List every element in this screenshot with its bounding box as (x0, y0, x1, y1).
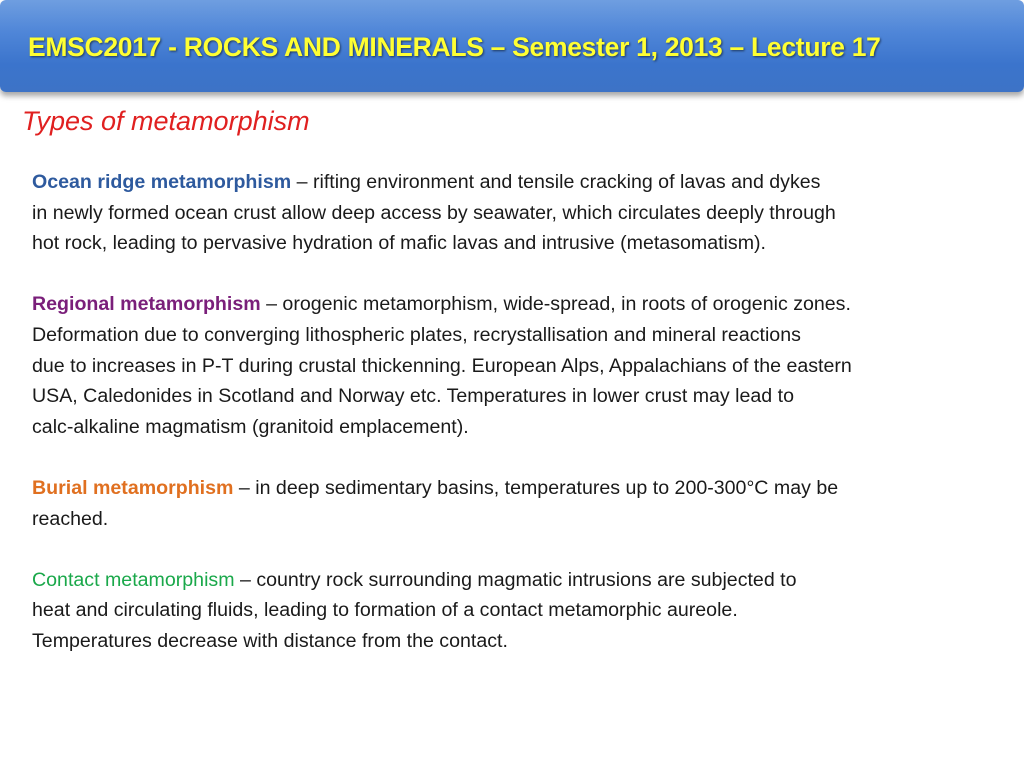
slide-content (32, 167, 1017, 657)
slide-subtitle: Types of metamorphism (22, 106, 310, 136)
slide-header-title: EMSC2017 - ROCKS AND MINERALS – Semester 1, 2013 – Lecture 17 (28, 32, 881, 62)
term-regional: Regional metamorphism (32, 293, 261, 316)
header-banner (0, 0, 1024, 92)
text-burial: – in deep sedimentary basins, temperatures up to 200-300°C may be reached. (32, 476, 839, 530)
text-contact: – country rock surrounding magmatic intrusions are subjected to heat and circulating fluids, leading to formation of a contact metamorphic aureole. Temperatures decrease with distance from the contact. (32, 568, 797, 652)
paragraph-contact (32, 565, 1017, 657)
term-ocean-ridge: Ocean ridge metamorphism (32, 171, 292, 193)
paragraph-ocean-ridge (32, 167, 1017, 259)
term-contact: Contact metamorphism (32, 568, 235, 591)
term-burial: Burial metamorphism (32, 476, 234, 499)
paragraph-burial (32, 473, 1017, 534)
text-ocean-ridge: – rifting environment and tensile cracking of lavas and dykes in newly formed ocean crust allow deep access by seawater, which circulates deeply through hot rock, leading to pervasive hydration of mafic lavas and intrusive (metasomatism). (32, 171, 836, 255)
paragraph-regional (32, 289, 1017, 442)
text-regional: – orogenic metamorphism, wide-spread, in roots of orogenic zones. Deformation due to converging lithospheric plates, recrystallisation and mineral reactions due to increases in P-T during crustal thickenning. European Alps, Appalachians of the eastern USA, Caledonides in Scotland and Norway etc. Temperatures in lower crust may lead to calc-alkaline magmatism (granitoid emplacement). (32, 293, 852, 438)
